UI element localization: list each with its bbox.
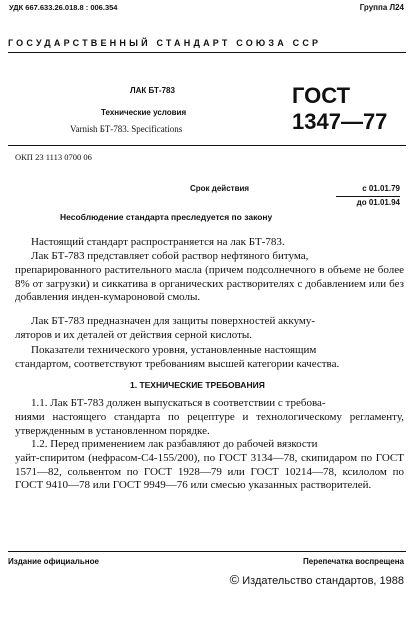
paragraph-text: ляторов и их деталей от действия серной кислоты. bbox=[15, 328, 253, 341]
okp-code: ОКП 23 1113 0700 06 bbox=[15, 152, 92, 162]
document-subtitle: Технические условия bbox=[101, 108, 187, 117]
edition-note: Издание официальное bbox=[8, 557, 99, 566]
section-heading: 1. ТЕХНИЧЕСКИЕ ТРЕБОВАНИЯ bbox=[130, 380, 265, 390]
copyright bbox=[230, 572, 404, 587]
paragraph-quality bbox=[15, 344, 404, 372]
title-rule bbox=[8, 145, 406, 146]
paragraph-1-1 bbox=[15, 397, 404, 438]
english-title: Varnish БТ-783. Specifications bbox=[70, 124, 183, 134]
footer-rule bbox=[8, 551, 406, 552]
header-rule bbox=[8, 52, 406, 53]
validity-label: Срок действия bbox=[190, 184, 250, 193]
paragraph-text: Настоящий стандарт распространяется на лак БТ-783. bbox=[31, 236, 285, 248]
paragraph-text: 1.2. Перед применением лак разбавляют до рабочей вязкости bbox=[31, 438, 318, 450]
paragraph-text: ниями настоящего стандарта по рецептуре и технологическому регламенту, утвержденным в установленном порядке. bbox=[15, 410, 404, 437]
group-code: Группа Л24 bbox=[359, 3, 404, 12]
organization-title: ГОСУДАРСТВЕННЫЙ СТАНДАРТ СОЮЗА ССР bbox=[8, 38, 322, 48]
paragraph-text: Лак БТ-783 предназначен для защиты поверхностей аккуму- bbox=[31, 315, 316, 327]
validity-to: до 01.01.94 bbox=[356, 198, 400, 207]
paragraph-1-2 bbox=[15, 438, 404, 493]
paragraph-purpose bbox=[15, 315, 404, 343]
paragraph-text: 1.1. Лак БТ-783 должен выпускаться в соответствии с требова- bbox=[31, 397, 326, 409]
legal-warning: Несоблюдение стандарта преследуется по закону bbox=[60, 212, 273, 222]
paragraph-text: Лак БТ-783 представляет собой раствор нефтяного битума, bbox=[31, 250, 309, 262]
paragraph-text: стандартом, соответствуют требованиям высшей категории качества. bbox=[15, 357, 340, 370]
validity-from: с 01.01.79 bbox=[362, 184, 400, 193]
copyright-text: Издательство стандартов, 1988 bbox=[242, 575, 404, 587]
paragraph-text: уайт-спиритом (нефрасом-С4-155/200), по ГОСТ 3134—78, скипидаром по ГОСТ 1571—82, сольвентом по ГОСТ 1928—79 или ГОСТ 10214—78, ксилолом по ГОСТ 9410—78 или ГОСТ 9949—76 или смесью указанных растворителей. bbox=[15, 451, 404, 492]
udk-code: УДК 667.633.26.018.8 : 006.354 bbox=[9, 3, 118, 12]
gost-label: ГОСТ bbox=[292, 83, 351, 108]
paragraph-text: Показатели технического уровня, установленные настоящим bbox=[31, 344, 317, 356]
paragraph-scope bbox=[15, 236, 404, 250]
paragraph-composition bbox=[15, 250, 404, 305]
reprint-note: Перепечатка воспрещена bbox=[303, 557, 404, 566]
validity-separator bbox=[336, 196, 400, 197]
product-name: ЛАК БТ-783 bbox=[130, 86, 175, 95]
copyright-symbol: © bbox=[229, 572, 240, 587]
paragraph-text: препарированного растительного масла (причем подсолнечного в объеме не более 8% от загрузки) и сиккатива в органических растворителях с добавлением или без добавления инден-кумароновой смолы. bbox=[15, 263, 404, 304]
gost-number: 1347—77 bbox=[292, 109, 388, 134]
